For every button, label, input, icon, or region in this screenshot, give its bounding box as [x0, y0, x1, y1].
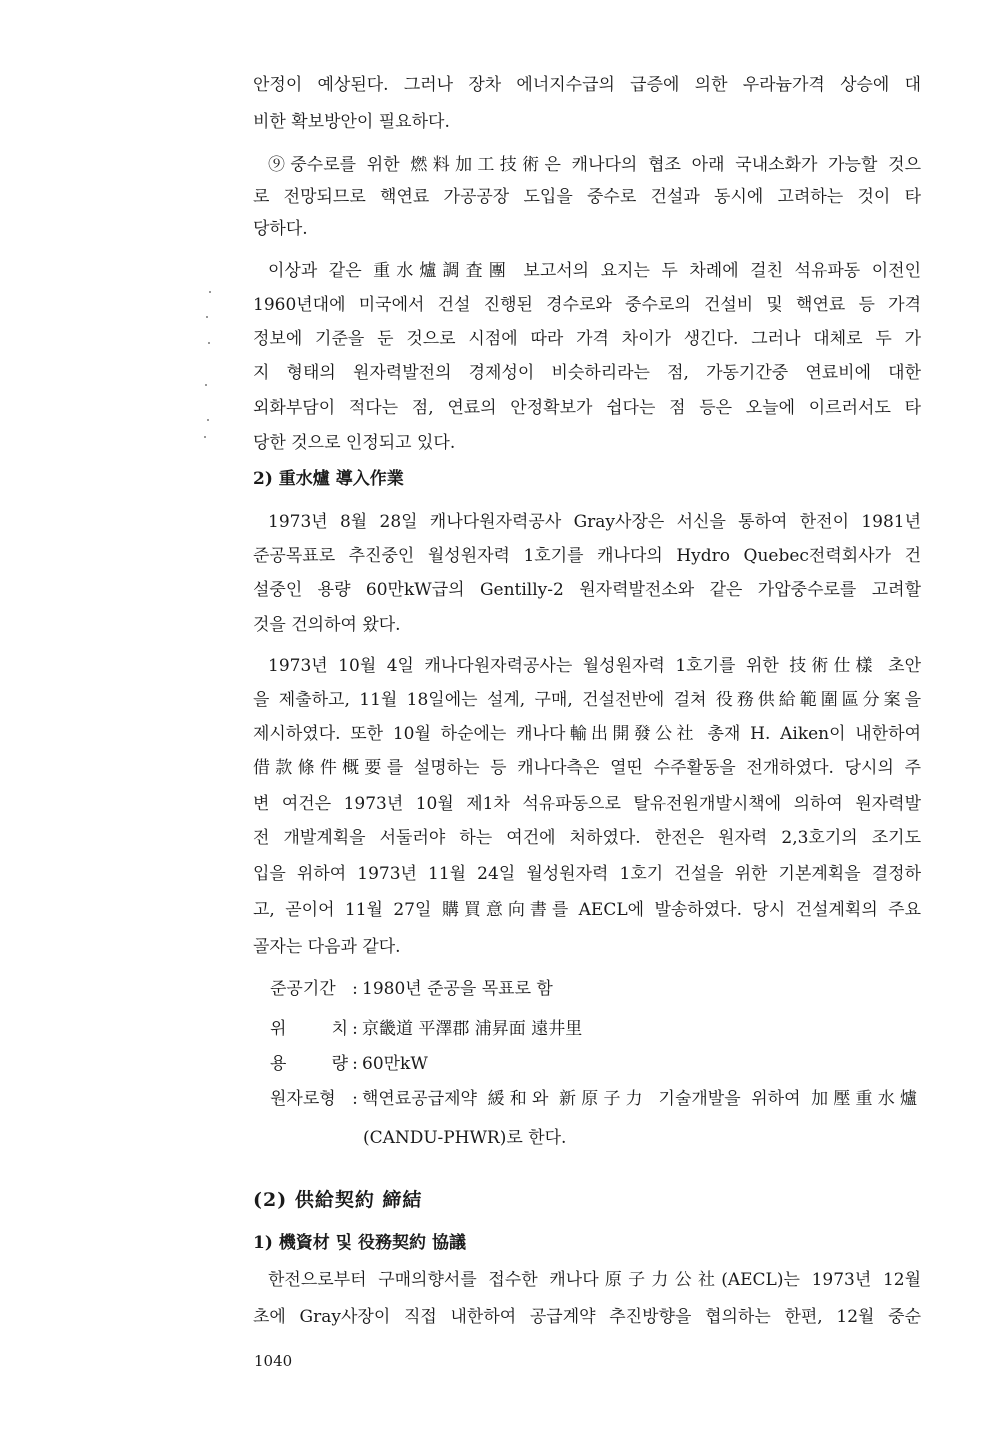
body-text-line: 골자는 다음과 같다.	[253, 937, 401, 957]
spec-value: 1980년 준공을 목표로 함	[362, 979, 553, 999]
spec-label: 위 치	[270, 1019, 348, 1039]
spec-row-reactor-type	[270, 1084, 921, 1109]
body-text-line: 1973년 8월 28일 캐나다원자력공사 Gray사장은 서신을 통하여 한전이 1981년	[268, 512, 921, 532]
section-heading: 2) 重水爐 導入作業	[253, 469, 404, 489]
body-text-line: 설중인 용량 60만kW급의 Gentilly-2 원자력발전소와 같은 가압중수로를 고려할	[253, 580, 921, 600]
scan-speck	[205, 384, 207, 386]
body-text-line: 비한 확보방안이 필요하다.	[253, 112, 450, 132]
body-text-line: 안정이 예상된다. 그러나 장차 에너지수급의 급증에 의한 우라늄가격 상승에 대	[253, 75, 921, 95]
body-text-line: 1973년 10월 4일 캐나다원자력공사는 월성원자력 1호기를 위한 技術仕樣 초안	[268, 656, 921, 676]
spec-separator: :	[352, 979, 358, 999]
body-text-line: 변 여건은 1973년 10월 제1차 석유파동으로 탈유전원개발시책에 의하여 원자력발	[253, 794, 921, 814]
body-text-line: 정보에 기준을 둔 것으로 시점에 따라 가격 차이가 생긴다. 그러나 대체로 두 가	[253, 329, 921, 349]
scan-speck	[204, 436, 206, 438]
spec-separator: :	[352, 1054, 358, 1074]
scan-speck	[209, 291, 211, 293]
body-text-line: 당하다.	[253, 219, 308, 239]
scan-speck	[208, 342, 210, 344]
body-text-line: 초에 Gray사장이 직접 내한하여 공급계약 추진방향을 협의하는 한편, 12월 중순	[253, 1307, 921, 1327]
spec-row-capacity	[270, 1049, 428, 1074]
spec-separator: :	[352, 1019, 358, 1039]
body-text-line: 준공목표로 추진중인 월성원자력 1호기를 캐나다의 Hydro Quebec전력회사가 건	[253, 546, 921, 566]
page-number: 1040	[254, 1352, 293, 1370]
body-text-line: 외화부담이 적다는 점, 연료의 안정확보가 쉽다는 점 등은 오늘에 이르러서도 타	[253, 398, 921, 418]
section-heading: (2) 供給契約 締結	[253, 1189, 423, 1211]
spec-value: 京畿道 平澤郡 浦昇面 遠井里	[362, 1019, 583, 1039]
body-text-line: 당한 것으로 인정되고 있다.	[253, 433, 456, 453]
body-text-line: 고, 곧이어 11월 27일 購買意向書를 AECL에 발송하였다. 당시 건설계획의 주요	[253, 900, 921, 920]
body-text-line: 1960년대에 미국에서 건설 진행된 경수로와 중수로의 건설비 및 핵연료 등 가격	[253, 295, 921, 315]
spec-label: 원자로형	[270, 1089, 336, 1109]
body-text-line: 것을 건의하여 왔다.	[253, 615, 401, 635]
spec-continuation: (CANDU-PHWR)로 한다.	[363, 1128, 567, 1148]
body-text-line: 한전으로부터 구매의향서를 접수한 캐나다原子力公社(AECL)는 1973년 12월	[268, 1270, 921, 1290]
body-text-line: 제시하였다. 또한 10월 하순에는 캐나다輸出開發公社 총재 H. Aiken이 내한하여	[253, 724, 921, 744]
body-text-line: 지 형태의 원자력발전의 경제성이 비슷하리라는 점, 가동기간중 연료비에 대한	[253, 363, 921, 383]
body-text-line: 로 전망되므로 핵연료 가공공장 도입을 중수로 건설과 동시에 고려하는 것이 타	[253, 187, 921, 207]
body-text-line: ⑨중수로를 위한 燃料加工技術은 캐나다의 협조 아래 국내소화가 가능할 것으	[268, 155, 921, 175]
body-text-line: 이상과 같은 重水爐調査團 보고서의 요지는 두 차례에 걸친 석유파동 이전인	[268, 261, 921, 281]
spec-value: 핵연료공급제약 緩和와 新原子力 기술개발을 위하여 加壓重水爐	[362, 1089, 917, 1109]
subsection-heading: 1) 機資材 및 役務契約 協議	[253, 1233, 466, 1253]
scan-speck	[207, 419, 209, 421]
spec-label: 준공기간	[270, 979, 336, 999]
body-text-line: 借款條件概要를 설명하는 등 캐나다측은 열띤 수주활동을 전개하였다. 당시의 주	[253, 758, 921, 778]
scan-speck	[206, 316, 208, 318]
body-text-line: 전 개발계획을 서둘러야 하는 여건에 처하였다. 한전은 원자력 2,3호기의 조기도	[253, 828, 921, 848]
body-text-line: 입을 위하여 1973년 11월 24일 월성원자력 1호기 건설을 위한 기본계획을 결정하	[253, 864, 921, 884]
spec-separator: :	[352, 1089, 358, 1109]
spec-row-completion	[270, 974, 553, 999]
spec-row-location	[270, 1014, 582, 1039]
spec-value: 60만kW	[362, 1054, 428, 1074]
spec-label: 용 량	[270, 1054, 348, 1074]
body-text-line: 을 제출하고, 11월 18일에는 설계, 구매, 건설전반에 걸쳐 役務供給範圍區分案을	[253, 690, 921, 710]
